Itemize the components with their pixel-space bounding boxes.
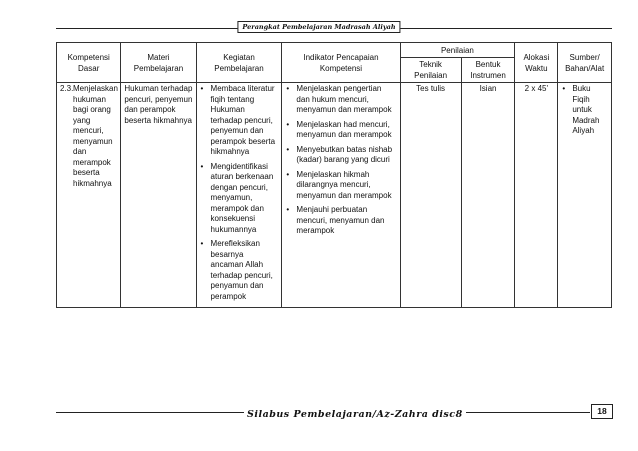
list-item: • Merefleksikan besarnya ancaman Allah terhadap pencuri, penyamun dan perampok [200, 239, 279, 302]
syllabus-table [56, 42, 612, 308]
cell-bentuk: Isian [461, 83, 515, 308]
kd-text: Menjelaskan hukuman bagi orang yang mencuri, menyamun dan merampok beserta hikmahnya [73, 84, 118, 188]
header-materi-pembelajaran: Materi Pembelajaran [121, 43, 196, 83]
list-item: • Mengidentifikasi aturan berkenaan dengan pencuri, menyamun, merampok dan konsekuensi hukumannya [200, 162, 279, 236]
list-item: • Menjelaskan pengertian dan hukum mencuri, menyamun dan merampok [285, 84, 396, 116]
cell-indikator [282, 83, 400, 308]
header-teknik-penilaian: Teknik Penilaian [400, 58, 461, 83]
cell-kompetensi-dasar [57, 83, 121, 308]
header-bentuk-instrumen: Bentuk Instrumen [461, 58, 515, 83]
header-kompetensi-dasar: Kompetensi Dasar [57, 43, 121, 83]
list-item: • Menjauhi perbuatan mencuri, menyamun dan merampok [285, 205, 396, 237]
cell-sumber [558, 83, 612, 308]
kd-number: 2.3. [60, 84, 74, 93]
table-row [57, 83, 612, 308]
header-sumber: Sumber/ Bahan/Alat [558, 43, 612, 83]
cell-teknik: Tes tulis [400, 83, 461, 308]
page-number: 18 [591, 404, 613, 419]
list-item: • Menjelaskan had mencuri, menyamun dan merampok [285, 120, 396, 141]
header-title: Perangkat Pembelajaran Madrasah Aliyah [237, 21, 400, 33]
list-item: • Menyebutkan batas nishab (kadar) barang yang dicuri [285, 145, 396, 166]
list-item: • Menjelaskan hikmah dilarangnya mencuri, menyamun dan merampok [285, 170, 396, 202]
list-item: • Membaca literatur fiqih tentang Hukuman terhadap pencuri, penyemun dan perampok beserta hikmahnya [200, 84, 279, 158]
header-alokasi-waktu: Alokasi Waktu [515, 43, 558, 83]
cell-materi: Hukuman terhadap pencuri, penyemun dan perampok beserta hikmahnya [121, 83, 196, 308]
header-penilaian: Penilaian [400, 43, 515, 58]
list-item: • Buku Fiqih untuk Madrah Aliyah [561, 84, 608, 137]
cell-kegiatan [196, 83, 282, 308]
cell-alokasi: 2 x 45' [515, 83, 558, 308]
header-kegiatan-pembelajaran: Kegiatan Pembelajaran [196, 43, 282, 83]
footer-title: Silabus Pembelajaran/Az-Zahra disc8 [244, 409, 466, 421]
header-indikator: Indikator Pencapaian Kompetensi [282, 43, 400, 83]
